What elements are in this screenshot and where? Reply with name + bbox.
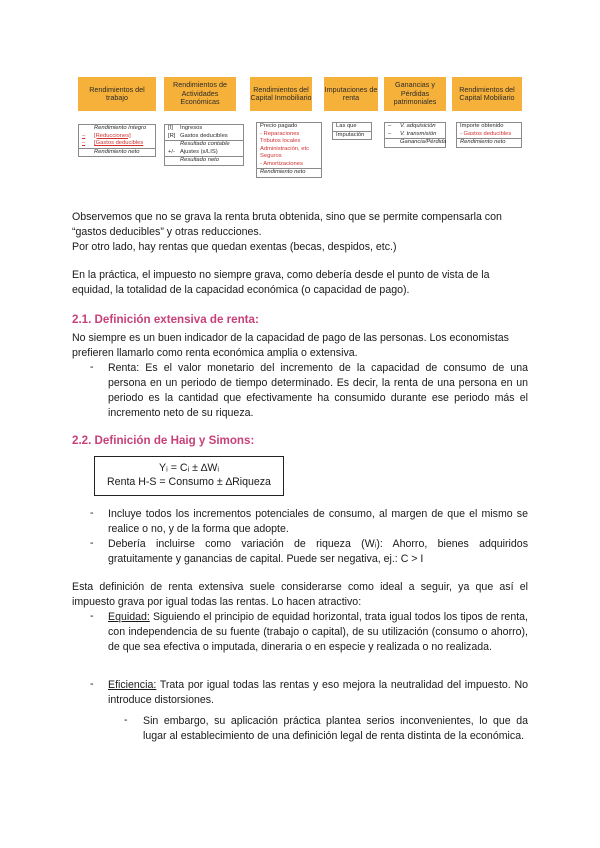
bullet-renta: Renta: Es el valor monetario del incremento de la capacidad de consumo de una persona en un periodo de tiempo determinado. Es decir, la renta de una persona en un periodo es la cantidad que efectivamente ha consumido durante ese periodo más el incremento neto de su riqueza. <box>108 362 528 419</box>
bullet-dash: - <box>124 714 128 726</box>
box-inmobiliario <box>256 122 322 178</box>
trabajo-line: Rendimiento íntegro <box>94 125 147 131</box>
eficiencia-label: Eficiencia: <box>108 679 157 691</box>
formula-line-1: Yᵢ = Cᵢ ± ∆Wᵢ <box>159 462 219 474</box>
actividades-line: [R] Gastos deducibles <box>168 132 228 139</box>
actividades-line: Resultado contable <box>165 140 243 149</box>
box-mobiliario <box>456 122 522 148</box>
bullet-dash: - <box>90 610 94 622</box>
trabajo-line: – [Reducciones] <box>82 132 131 139</box>
paragraph-extensiva: Esta definición de renta extensiva suele considerarse como ideal a seguir, ya que así el impuesto grava por igual todas las rentas. Lo hacen atractivo: <box>72 581 528 608</box>
imputaciones-line: Imputación <box>333 131 371 140</box>
header-actividades: Rendimientos de Actividades Económicas <box>164 77 236 111</box>
mobiliario-line: - Gastos deducibles <box>460 130 512 137</box>
section-heading-2-2: 2.2. Definición de Haig y Simons: <box>72 434 255 447</box>
paragraph-line: “gastos deducibles” y otras reducciones. <box>72 226 262 238</box>
paragraph-line: Observemos que no se grava la renta bruta obtenida, sino que se permite compensarla con <box>72 211 502 223</box>
haig-simons-formula <box>94 456 284 496</box>
header-inmobiliario: Rendimientos del Capital Inmobiliario <box>250 77 312 111</box>
actividades-line: Resultado neto <box>165 156 243 165</box>
header-imputaciones: Imputaciones de renta <box>324 77 378 111</box>
inmobiliario-line: - Amortizaciones <box>260 160 303 167</box>
eficiencia-text: Trata por igual todas las rentas y eso mejora la neutralidad del impuesto. No introduce distorsiones. <box>108 679 528 706</box>
paragraph-line: Por otro lado, hay rentas que quedan exentas (becas, despidos, etc.) <box>72 241 397 253</box>
equidad-label: Equidad: <box>108 611 150 623</box>
box-imputaciones <box>332 122 372 140</box>
equidad-text: Siguiendo el principio de equidad horizontal, trata igual todos los tipos de renta, con independencia de su fuente (trabajo o capital), de su utilización (consumo o ahorro), de que sea efectiva o imputada, dineraria o en especie y realizada o no realizada. <box>108 611 528 653</box>
box-ganancias <box>384 122 446 148</box>
inmobiliario-line: - Reparaciones <box>260 130 300 137</box>
imputaciones-line: Las que <box>336 123 357 129</box>
trabajo-line: – [Gastos deducibles <box>82 140 144 146</box>
box-trabajo <box>78 124 156 157</box>
box-actividades <box>164 124 244 166</box>
bullet-incluye: Incluye todos los incrementos potenciales de consumo, al margen de que el mismo se realice o no, y de la forma que adopte. <box>108 508 528 535</box>
ganancias-line: Ganancia/Pérdida <box>385 138 445 147</box>
paragraph-line: prefieren llamarlo como renta económica amplia o extensiva. <box>72 347 358 359</box>
bullet-equidad <box>108 610 528 655</box>
paragraph-line: No siempre es un buen indicador de la capacidad de pago de las personas. Los economistas <box>72 332 509 344</box>
bullet-dash: - <box>90 678 94 690</box>
ganancias-line: – V. adquisición <box>388 123 436 129</box>
header-trabajo: Rendimientos del trabajo <box>78 77 156 111</box>
mobiliario-line: Importe obtenido <box>460 123 504 129</box>
header-ganancias: Ganancias y Pérdidas patrimoniales <box>384 77 446 111</box>
inmobiliario-line: Precio pagado <box>260 123 298 129</box>
inmobiliario-line: Tributos locales <box>260 138 301 144</box>
bullet-riqueza: Debería incluirse como variación de riqueza (Wᵢ): Ahorro, bienes adquiridos gratuitamente y ganancias de capital. Puede ser negativa, ej.: C > I <box>108 538 528 565</box>
actividades-line: [I] Ingresos <box>168 125 203 131</box>
actividades-line: +/- Ajustes (s/LIS) <box>168 148 218 155</box>
ganancias-line: – V. transmisión <box>388 130 437 137</box>
header-mobiliario: Rendimientos del Capital Mobiliario <box>452 77 522 111</box>
paragraph-line: En la práctica, el impuesto no siempre grava, como debería desde el punto de vista de la <box>72 269 490 281</box>
bullet-dash: - <box>90 507 94 519</box>
inmobiliario-line: Administración, etc <box>260 145 309 152</box>
trabajo-line: Rendimiento neto <box>79 148 155 157</box>
bullet-sin-embargo: Sin embargo, su aplicación práctica plantea serios inconvenientes, lo que da lugar al establecimiento de una definición legal de renta distinta de la económica. <box>143 715 528 742</box>
bullet-dash: - <box>90 537 94 549</box>
formula-line-2: Renta H-S = Consumo ± ∆Riqueza <box>107 476 271 488</box>
paragraph-line: equidad, la totalidad de la capacidad económica (o capacidad de pago). <box>72 284 410 296</box>
mobiliario-line: Rendimiento neto <box>457 138 521 147</box>
inmobiliario-line: Seguros <box>260 153 282 159</box>
section-heading-2-1: 2.1. Definición extensiva de renta: <box>72 313 259 326</box>
bullet-dash: - <box>90 361 94 373</box>
bullet-eficiencia <box>108 678 528 708</box>
inmobiliario-line: Rendimiento neto <box>257 168 321 177</box>
